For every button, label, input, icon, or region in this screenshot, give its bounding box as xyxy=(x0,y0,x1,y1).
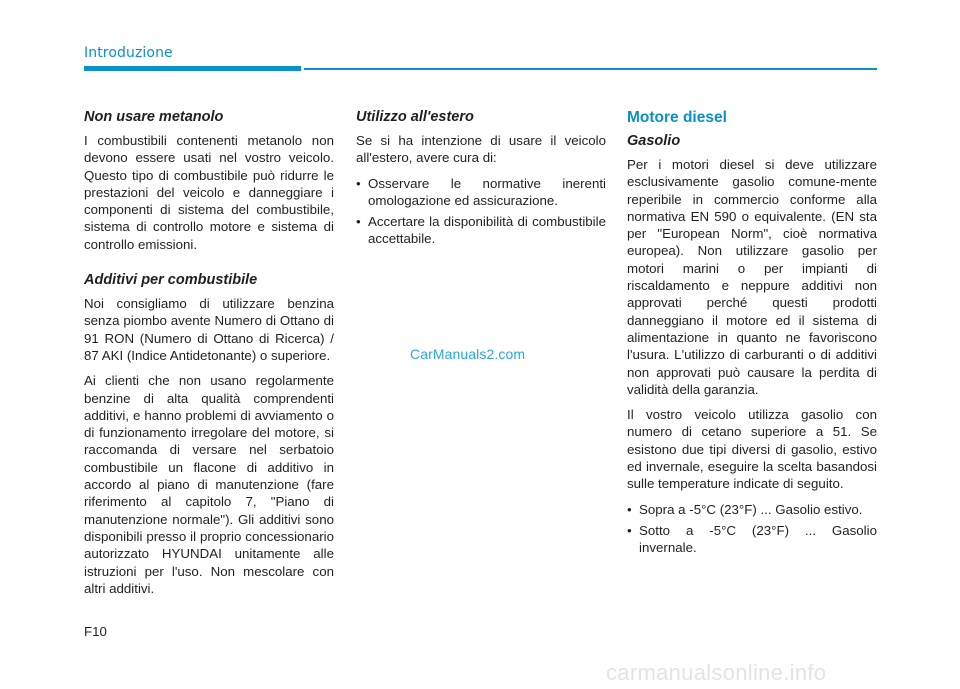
paragraph-diesel-fuel: Per i motori diesel si deve utilizzare esclusivamente gasolio comune-mente reperibile in commercio conforme alla normativa EN 590 o equivalente. (EN sta per "European Norm", cioè normativa europea). Non utilizzare gasolio per motori marini o per impianti di riscaldamento e neppure additivi non approvati perché questi prodotti danneggiano il motore ed il sistema di alimentazione in quanto ne favoriscono l'usura. L'utilizzo di carburanti o di additivi non approvati può causare la perdita di validità della garanzia. xyxy=(627,157,877,397)
column-1 xyxy=(84,108,334,605)
paragraph-octane: Noi consigliamo di utilizzare benzina senza piombo avente Numero di Ottano di 91 RON (Numero di Ottano di Ricerca) / 87 AKI (Indice Antidetonante) o superiore. xyxy=(84,296,334,363)
heading-abroad: Utilizzo all'estero xyxy=(356,109,474,125)
watermark-link: CarManuals2.com xyxy=(410,346,526,362)
bullet-icon: • xyxy=(627,501,632,517)
heading-diesel-engine: Motore diesel xyxy=(627,109,727,126)
heading-diesel-fuel: Gasolio xyxy=(627,133,681,149)
paragraph-cetane: Il vostro veicolo utilizza gasolio con numero di cetano superiore a 51. Se esistono due tipi diversi di gasolio, estivo ed invernale, eseguire la scelta basandosi sulle temperature indicate di seguito. xyxy=(627,407,877,492)
bullet-icon: • xyxy=(356,175,361,191)
paragraph-abroad: Se si ha intenzione di usare il veicolo all'estero, avere cura di: xyxy=(356,133,606,166)
list-item: • Osservare le normative inerenti omologazione ed assicurazione. xyxy=(356,175,606,208)
paragraph-no-methanol: I combustibili contenenti metanolo non devono essere usati nel vostro veicolo. Questo tipo di combustibile può ridurre le prestazioni del veicolo e danneggiare i componenti di sistema del combustibile, sistema di controllo motore e sistema di controllo emissioni. xyxy=(84,133,334,252)
heading-fuel-additives: Additivi per combustibile xyxy=(84,272,258,289)
bullet-icon: • xyxy=(356,214,361,230)
page-number: F10 xyxy=(84,624,107,639)
header-rule-thick xyxy=(84,66,301,71)
bullet-icon: • xyxy=(627,522,632,538)
site-watermark: carmanualsonline.info xyxy=(606,660,827,685)
list-item: • Sopra a -5°C (23°F) ... Gasolio estivo. xyxy=(627,501,863,517)
section-title: Introduzione xyxy=(84,45,173,61)
heading-no-methanol: Non usare metanolo xyxy=(84,109,224,125)
column-3 xyxy=(627,108,877,565)
diesel-bullet-list xyxy=(627,501,877,557)
list-item: • Sotto a -5°C (23°F) ... Gasolio invernale. xyxy=(627,522,877,556)
abroad-bullet-list xyxy=(356,175,606,248)
header-rule-thin xyxy=(304,68,877,70)
list-item: • Accertare la disponibilità di combustibile accettabile. xyxy=(356,214,606,247)
column-2 xyxy=(356,108,606,256)
paragraph-additives: Ai clienti che non usano regolarmente benzine di alta qualità comprendenti additivi, e hanno problemi di avviamento o di funzionamento irregolare del motore, si raccomanda di versare nel serbatoio combustibile un flacone di additivo in accordo al piano di manutenzione (fare riferimento al capitolo 7, "Piano di manutenzione normale"). Gli additivi sono disponibili presso il proprio concessionario autorizzato HYUNDAI unitamente alle istruzioni per l'uso. Non mescolare con altri additivi. xyxy=(84,373,334,596)
